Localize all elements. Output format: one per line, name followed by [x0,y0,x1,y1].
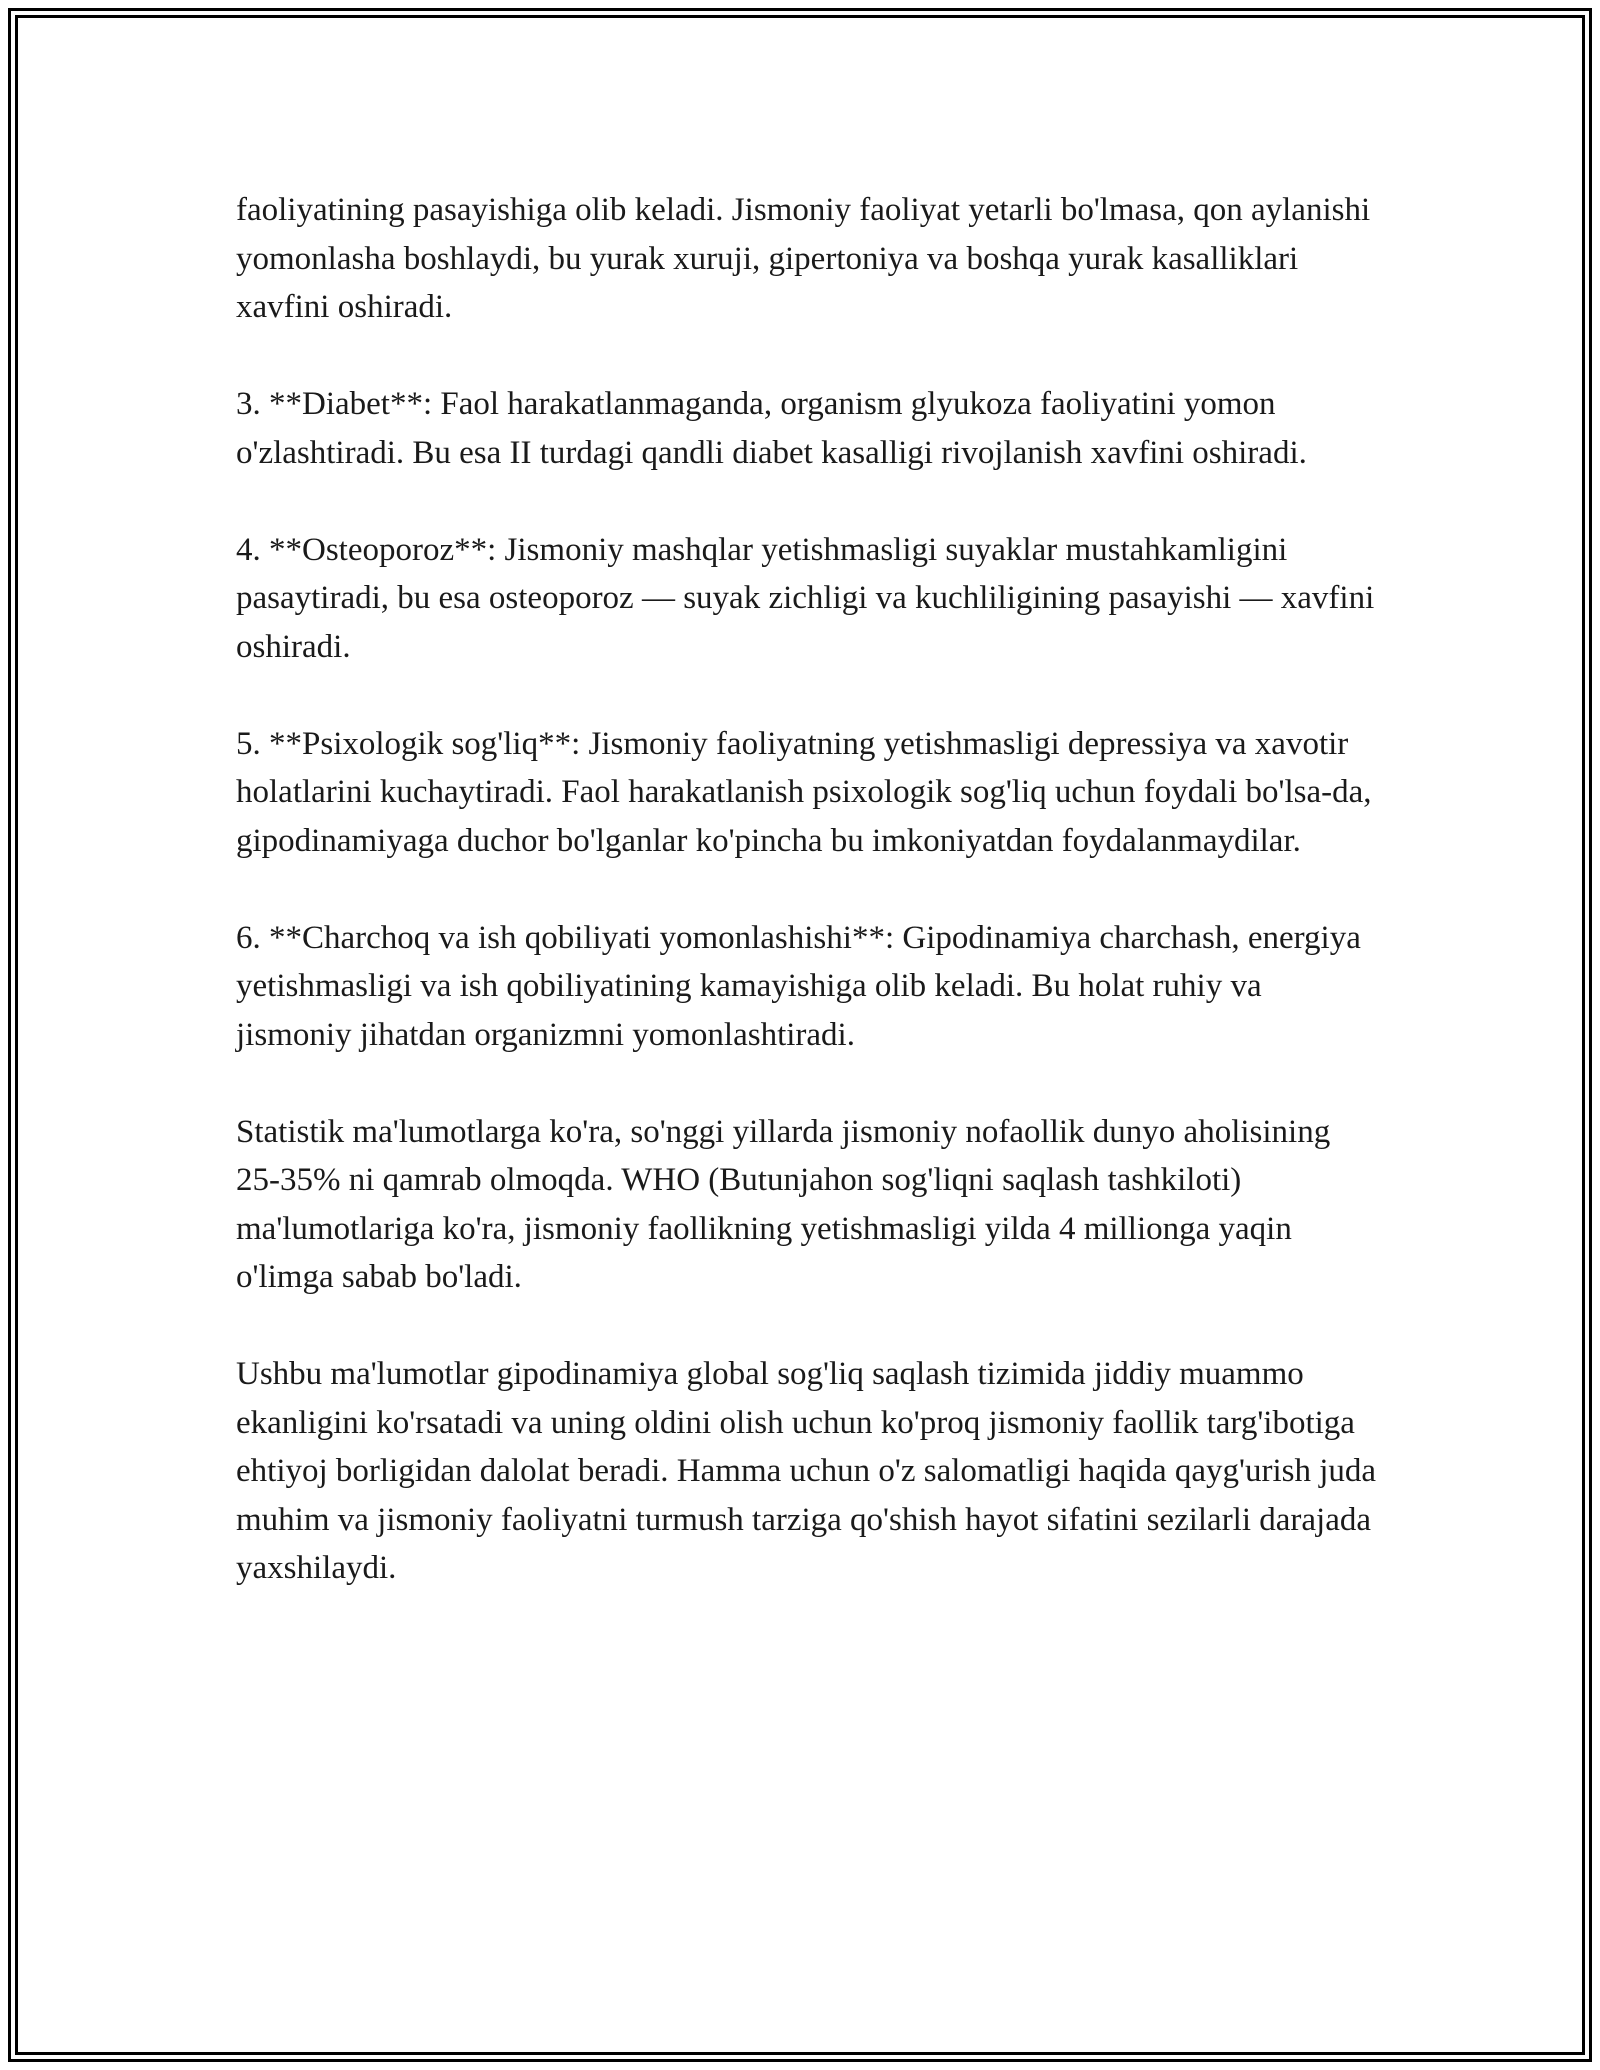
document-body [236,186,1376,1593]
paragraph-conclusion: Ushbu ma'lumotlar gipodinamiya global sog'liq saqlash tizimida jiddiy muammo ekanligini ko'rsatadi va uning oldini olish uchun ko'proq jismoniy faollik targ'ibotiga ehtiyoj borligidan dalolat beradi. Hamma uchun o'z salomatligi haqida qayg'urish juda muhim va jismoniy faoliyatni turmush tarziga qo'shish hayot sifatini sezilarli darajada yaxshilaydi. [236,1356,1377,1586]
paragraph-psychological-health: 5. **Psixologik sog'liq**: Jismoniy faoliyatning yetishmasligi depressiya va xavotir holatlarini kuchaytiradi. Faol harakatlanish psixologik sog'liq uchun foydali bo'lsa-da, gipodinamiyaga duchor bo'lganlar ko'pincha bu imkoniyatdan foydalanmaydilar. [236,725,1372,859]
paragraph-statistics: Statistik ma'lumotlarga ko'ra, so'nggi yillarda jismoniy nofaollik dunyo aholisining 25-35% ni qamrab olmoqda. WHO (Butunjahon sog'liqni saqlash tashkiloti) ma'lumotlariga ko'ra, jismoniy faollikning yetishmasligi yilda 4 millionga yaqin o'limga sabab bo'ladi. [236,1113,1331,1295]
paragraph-diabetes: 3. **Diabet**: Faol harakatlanmaganda, organism glyukoza faoliyatini yomon o'zlashtiradi. Bu esa II turdagi qandli diabet kasalligi rivojlanish xavfini oshiradi. [236,386,1307,471]
paragraph-fatigue: 6. **Charchoq va ish qobiliyati yomonlashishi**: Gipodinamiya charchash, energiya yetishmasligi va ish qobiliyatining kamayishiga olib keladi. Bu holat ruhiy va jismoniy jihatdan organizmni yomonlashtiradi. [236,919,1361,1053]
paragraph-heart-continuation: faoliyatining pasayishiga olib keladi. Jismoniy faoliyat yetarli bo'lmasa, qon aylanishi yomonlasha boshlaydi, bu yurak xuruji, gipertoniya va boshqa yurak kasalliklari xavfini oshiradi. [236,192,1371,325]
paragraph-osteoporosis: 4. **Osteoporoz**: Jismoniy mashqlar yetishmasligi suyaklar mustahkamligini pasaytiradi, bu esa osteoporoz — suyak zichligi va kuchliligining pasayishi — xavfini oshiradi. [236,531,1375,665]
